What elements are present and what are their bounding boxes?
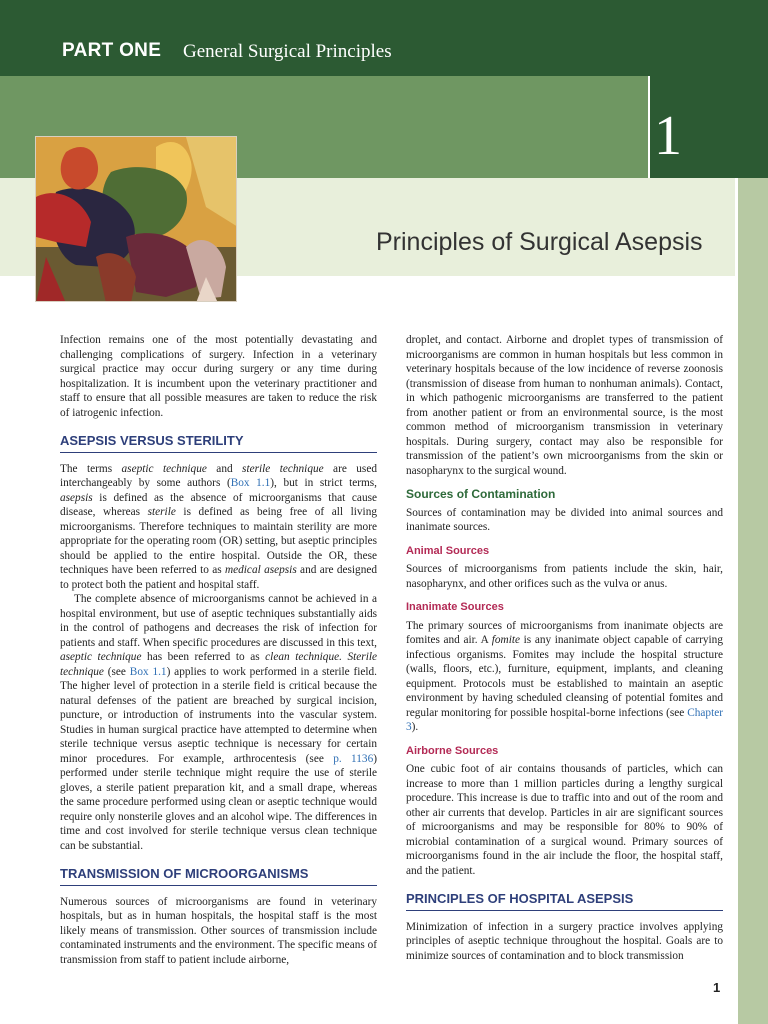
subheading-animal-sources: Animal Sources	[406, 544, 490, 557]
subheading-airborne-sources: Airborne Sources	[406, 744, 499, 757]
section-heading-asepsis-vs-sterility: ASEPSIS VERSUS STERILITY	[60, 434, 377, 453]
page-edge-strip	[738, 178, 768, 1024]
painting-of-dogs-icon	[36, 137, 237, 302]
section-heading-hospital-asepsis: PRINCIPLES OF HOSPITAL ASEPSIS	[406, 892, 723, 911]
chapter-artwork	[35, 136, 237, 302]
intro-paragraph: Infection remains one of the most potentially devastating and challenging complications of surgery. Infection in a veterinary surgical practice may occur during surgery or any time during hospitalization. It is incumbent upon the veterinary practitioner and staff to ensure that all possible measures are taken to reduce the risk of iatrogenic infection.	[60, 334, 377, 419]
asepsis-paragraph-2: The complete absence of microorganisms cannot be achieved in a hospital environment, but use of aseptic techniques substantially aids in the control of pathogens and decreases the risk of infection for patients and staff. When specific procedures are discussed in this text, aseptic technique has been referred to as clean technique. Sterile technique (see Box 1.1) applies to work performed in a sterile field. The higher level of protection in a sterile field is critical because the natural defenses of the patient are breached by surgical incision, puncture, or introduction of instruments into the vascular system. Studies in human surgical practice have attempted to determine when sterile technique versus aseptic technique is necessary for certain minor procedures. For example, arthrocentesis (see p. 1136) performed under sterile technique might require the use of sterile gloves, a sterile patient preparation kit, and a small drape, whereas the same procedure performed using clean or aseptic technique would require only nonsterile gloves and an alcohol wipe. The differences in time and cost involved for sterile technique versus clean technique can be substantial.	[60, 593, 377, 852]
transmission-paragraph: Numerous sources of microorganisms are found in veterinary hospitals, but as in human hospitals, the hospital staff is the most likely means of transmission. Other sources of transmission include contaminated instruments and the environment. The specific means of transmission from staff to patient include airborne,	[60, 895, 377, 966]
transmission-continued-paragraph: droplet, and contact. Airborne and droplet types of transmission of microorganisms are common in human hospitals but less common in veterinary hospitals because of the low incidence of reverse zoonosis (transmission of disease from human to nonhuman animals). Contact, in which pathogenic microorganisms are transferred to the patient from another patient or from an environmental source, is the most common method of microorganism transmission in veterinary hospitals. During surgery, contact may also be responsible for transmission of the patient’s own microorganisms from the skin or nasopharynx to the surgical wound.	[406, 334, 723, 477]
part-title: General Surgical Principles	[183, 41, 392, 62]
subheading-inanimate-sources: Inanimate Sources	[406, 601, 504, 613]
box-1-1-link-2[interactable]: Box 1.1	[129, 665, 167, 678]
part-label: PART ONE	[62, 40, 162, 61]
left-column	[60, 333, 377, 967]
box-1-1-link[interactable]: Box 1.1	[230, 477, 271, 489]
section-heading-transmission: TRANSMISSION OF MICROORGANISMS	[60, 867, 377, 886]
animal-sources-paragraph: Sources of microorganisms from patients include the skin, hair, nasopharynx, and other orifices such as the vulva or anus.	[406, 563, 723, 590]
subheading-sources-of-contamination: Sources of Contamination	[406, 487, 556, 501]
chapter-number: 1	[654, 105, 682, 167]
right-column	[406, 333, 723, 963]
sources-paragraph: Sources of contamination may be divided into animal sources and inanimate sources.	[406, 506, 723, 533]
chapter-title: Principles of Surgical Asepsis	[376, 228, 703, 256]
airborne-sources-paragraph: One cubic foot of air contains thousands of particles, which can increase to more than 1 million particles during a lengthy surgical procedure. This increase is due to traffic into and out of the room and other air currents that develop. Particles in air are significant sources of microorganisms and may be responsible for 80% to 90% of microbial contamination of a surgical wound. Primary sources of microorganisms found in the air include the floor, the hospital staff, and the patient.	[406, 763, 723, 877]
inanimate-sources-paragraph: The primary sources of microorganisms from inanimate objects are fomites and air. A fomite is any inanimate object capable of carrying infectious organisms. Fomites may include the hospital structure (walls, floors, etc.), furniture, equipment, implants, and cleaning equipment. Protocols must be established to maintain an aseptic environment by having scheduled cleansing of potential fomites and regular monitoring for possible hospital-borne infections (see Chapter 3).	[406, 619, 723, 733]
part-header-band	[0, 0, 768, 76]
asepsis-paragraph-1: The terms aseptic technique and sterile technique are used interchangeably by some authors (Box 1.1), but in strict terms, asepsis is defined as the absence of microorganisms that cause disease, whereas sterile is defined as being free of all living microorganisms. Therefore techniques to maintain sterility are more appropriate for the operating room (OR) setting, but aseptic principles should be applied to the entire hospital. Outside the OR, these techniques have been referred to as medical asepsis and are designed to protect both the patient and hospital staff.	[60, 462, 378, 591]
chapter-3-link[interactable]: Chapter 3	[406, 706, 723, 733]
page-number: 1	[713, 980, 721, 995]
page-1136-link[interactable]: p. 1136	[333, 752, 374, 765]
hospital-asepsis-paragraph: Minimization of infection in a surgery practice involves applying principles of aseptic technique throughout the hospital. Goals are to minimize sources of contamination and to block transmission	[406, 920, 723, 962]
